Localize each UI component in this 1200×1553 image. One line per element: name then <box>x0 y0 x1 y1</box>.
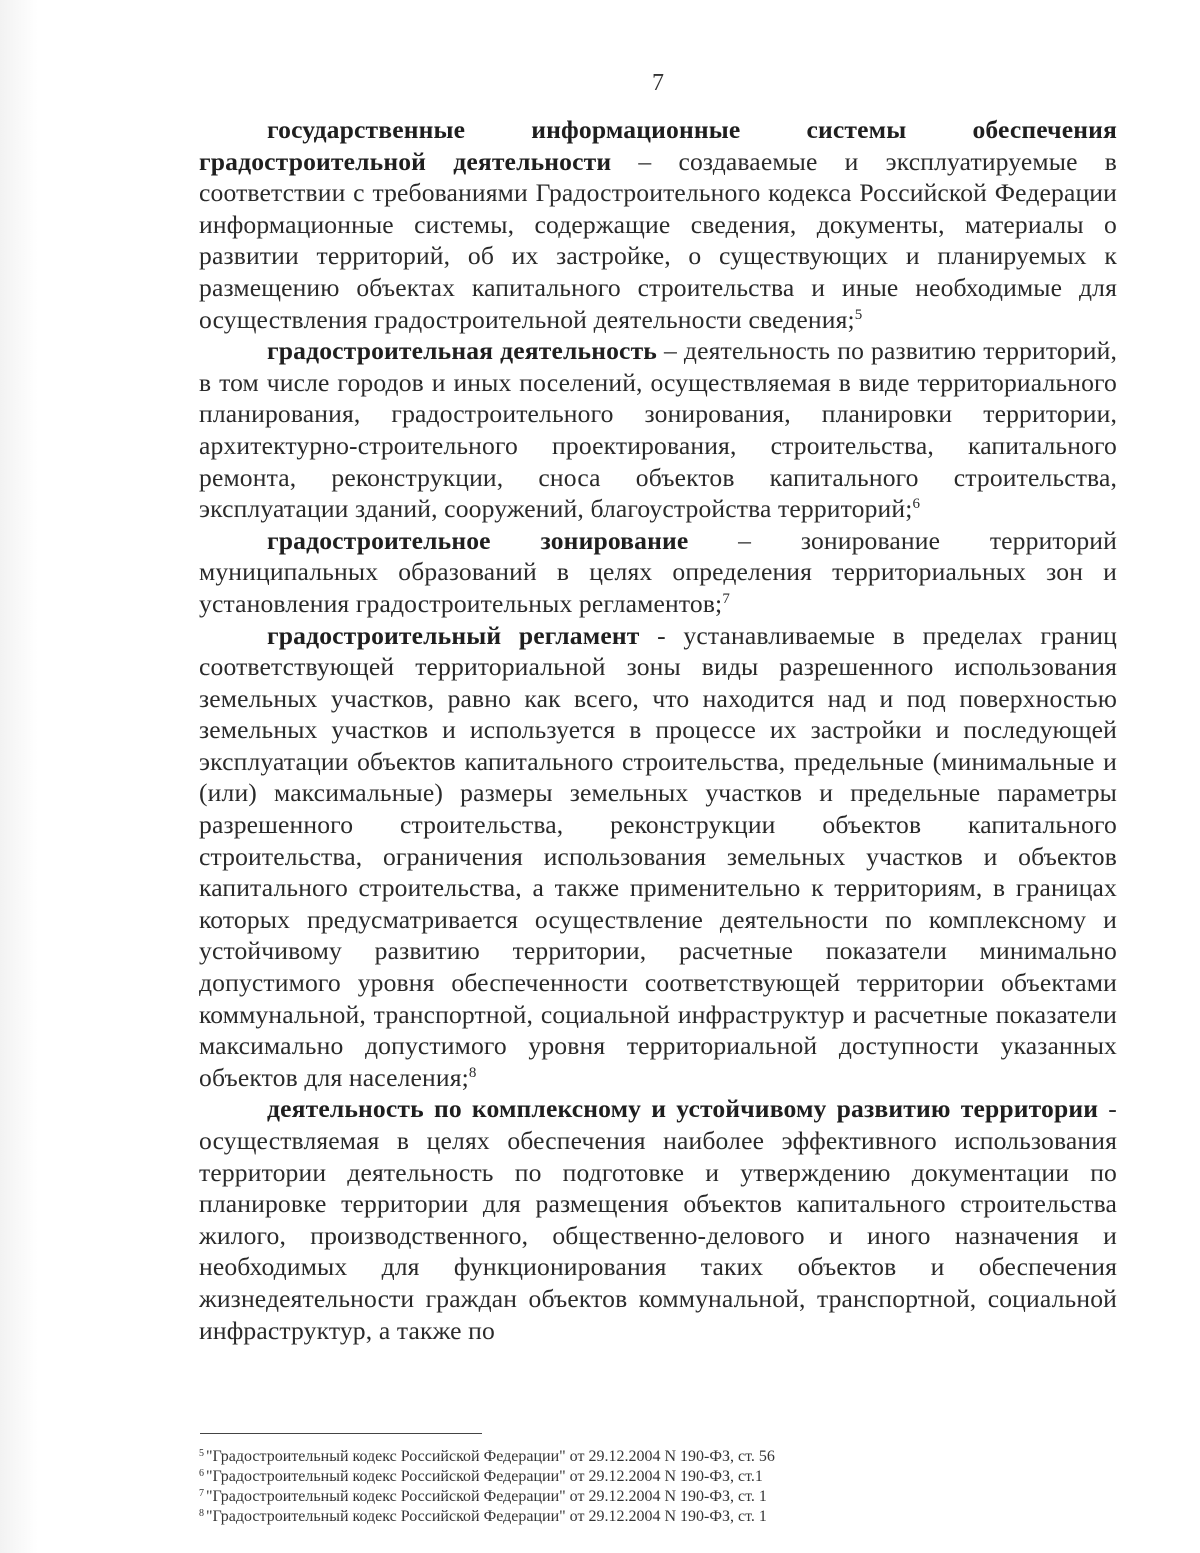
footnote-item <box>199 1447 1099 1467</box>
footnote-text: "Градостроительный кодекс Российской Федерации" от 29.12.2004 N 190-ФЗ, ст.1 <box>206 1468 763 1485</box>
document-body <box>199 114 1117 1346</box>
footnote-reference: 7 <box>722 590 730 607</box>
definition-paragraph <box>199 335 1117 525</box>
footnote-mark: 5 <box>199 1448 204 1459</box>
footnote-separator <box>200 1433 482 1434</box>
definition-text: – создаваемые и эксплуатируемые в соответствии с требованиями Градостроительного кодекса Российской Федерации информационные системы, содержащие сведения, документы, материалы о развитии территорий, об их застройке, о существующих и планируемых к размещению объектах капитального строительства и иные необходимые для осуществления градостроительной деятельности сведения; <box>199 146 1117 334</box>
definition-paragraph <box>199 525 1117 620</box>
definition-paragraph <box>199 1093 1117 1346</box>
page-number: 7 <box>652 70 664 96</box>
footnote-reference: 8 <box>468 1064 477 1081</box>
footnote-mark: 8 <box>199 1508 204 1519</box>
scan-edge-shadow <box>0 0 38 1553</box>
defined-term: государственные информационные системы обеспечения градостроительной деятельности <box>199 115 1117 176</box>
definition-text: – зонирование территорий муниципальных образований в целях определения территориальных зон и установления градостроительных регламентов; <box>199 525 1118 618</box>
definition-text: - устанавливаемые в пределах границ соответствующей территориальной зоны виды разрешенного использования земельных участков, равно как всего, что находится над и под поверхностью земельных участков и используется в процессе их застройки и последующей эксплуатации объектов капитального строительства, предельные (минимальные и (или) максимальные) размеры земельных участков и предельные параметры разрешенного строительства, реконструкции объектов капитального строительства, ограничения использования земельных участков и объектов капитального строительства, а также применительно к территориям, в границах которых предусматривается осуществление деятельности по комплексному и устойчивому развитию территории, расчетные показатели минимально допустимого уровня обеспеченности соответствующей территории объектами коммунальной, транспортной, социальной инфраструктур и расчетные показатели максимально допустимого уровня территориальной доступности указанных объектов для населения; <box>199 620 1117 1092</box>
definition-text: - осуществляемая в целях обеспечения наиболее эффективного использования территории деятельность по подготовке и утверждению документации по планировке территории для размещения объектов капитального строительства жилого, производственного, общественно-делового и иного назначения и необходимых для функционирования таких объектов и обеспечения жизнедеятельности граждан объектов коммунальной, транспортной, социальной инфраструктур, а также по <box>199 1094 1117 1345</box>
footnote-item <box>199 1487 1099 1507</box>
definition-paragraph <box>199 620 1117 1094</box>
defined-term: градостроительный регламент <box>267 620 640 650</box>
footnote-item <box>199 1467 1099 1487</box>
footnote-mark: 7 <box>199 1488 204 1499</box>
definition-paragraph <box>199 114 1117 335</box>
footnote-reference: 6 <box>912 496 921 513</box>
footnote-mark: 6 <box>199 1468 204 1479</box>
definition-text: – деятельность по развитию территорий, в том числе городов и иных поселений, осуществляемая в виде территориального планирования, градостроительного зонирования, планировки территории, архитектурно-строительного проектирования, строительства, капитального ремонта, реконструкции, сноса объектов капитального строительства, эксплуатации зданий, сооружений, благоустройства территорий; <box>199 336 1117 524</box>
defined-term: деятельность по комплексному и устойчивому развитию территории <box>267 1094 1099 1124</box>
footnote-text: "Градостроительный кодекс Российской Федерации" от 29.12.2004 N 190-ФЗ, ст. 56 <box>206 1448 775 1465</box>
footnote-item <box>199 1507 1099 1527</box>
footnote-text: "Градостроительный кодекс Российской Федерации" от 29.12.2004 N 190-ФЗ, ст. 1 <box>206 1488 767 1505</box>
footnote-text: "Градостроительный кодекс Российской Федерации" от 29.12.2004 N 190-ФЗ, ст. 1 <box>206 1508 767 1525</box>
defined-term: градостроительное зонирование <box>267 525 689 555</box>
footnotes <box>199 1447 1099 1527</box>
footnote-reference: 5 <box>854 306 863 323</box>
defined-term: градостроительная деятельность <box>267 336 657 366</box>
